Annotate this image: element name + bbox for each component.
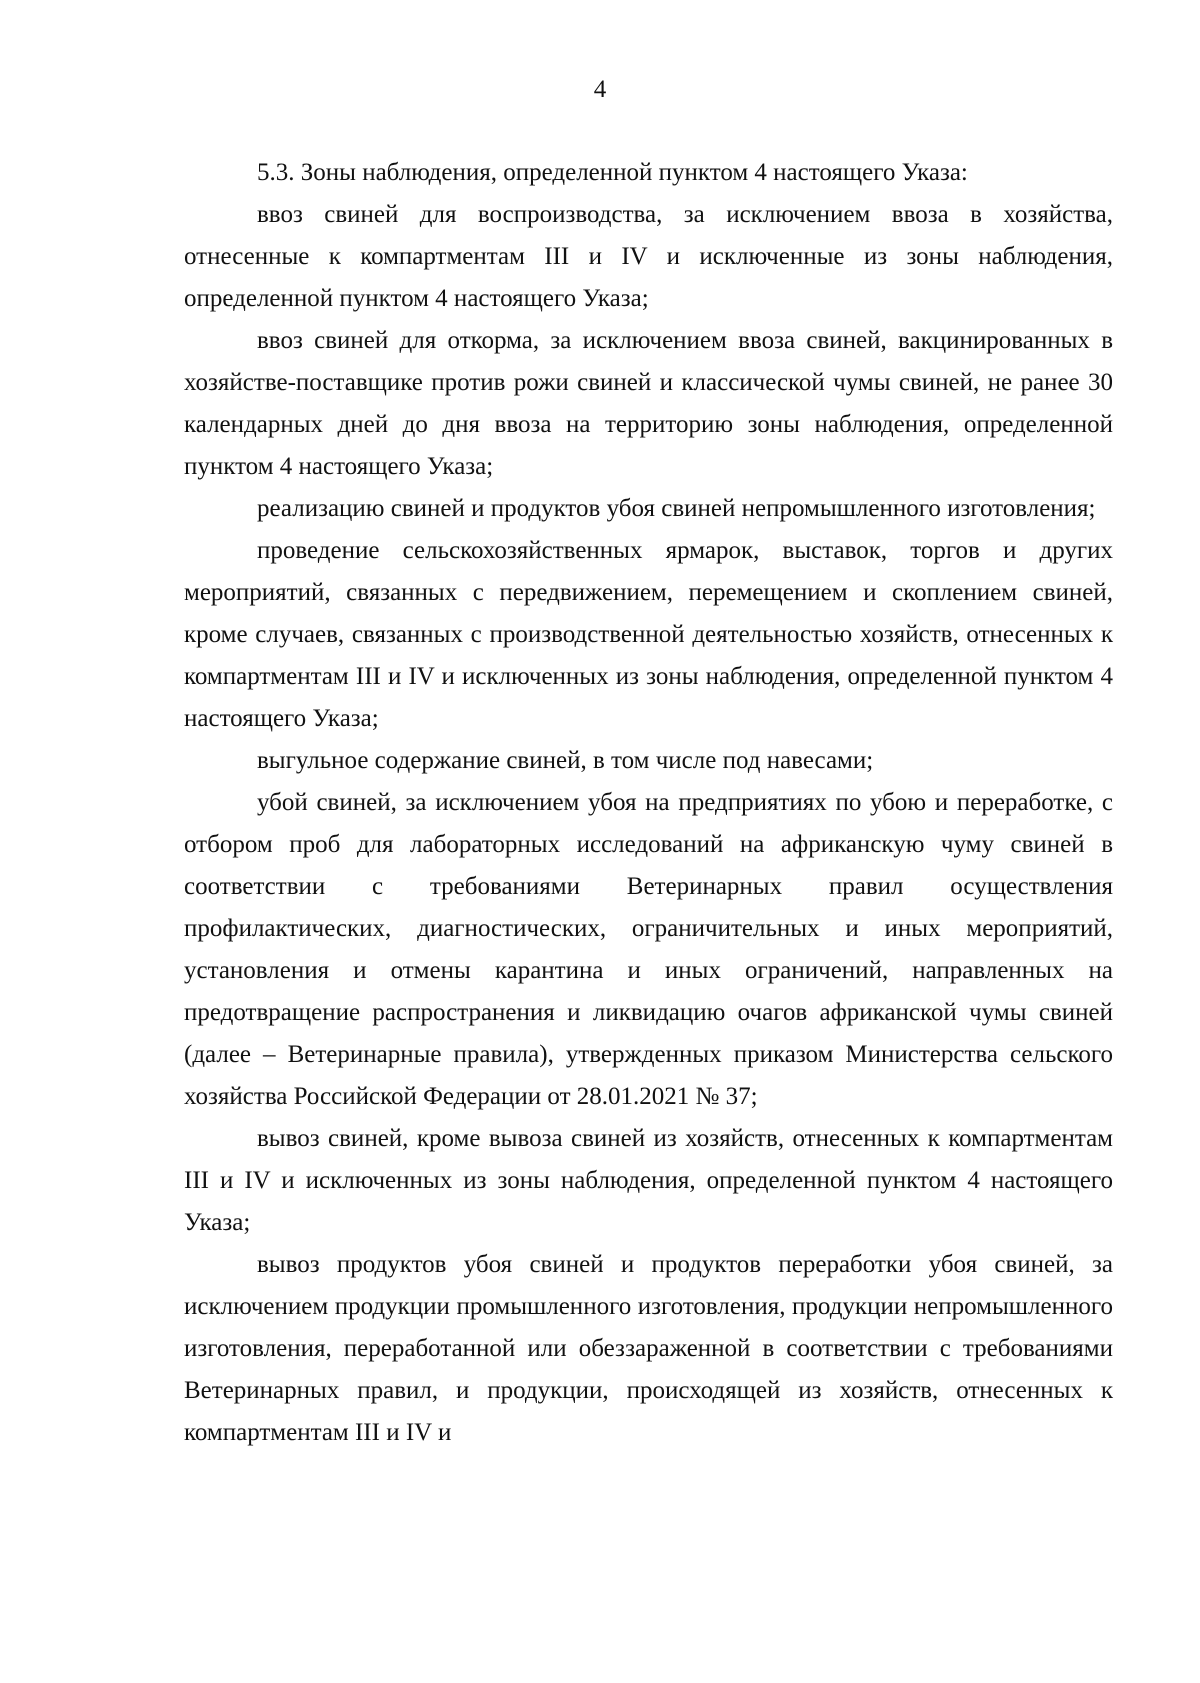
- paragraph-sale-products: реализацию свиней и продуктов убоя свиней непромышленного изготовления;: [257, 495, 1096, 522]
- paragraph-import-fattening: ввоз свиней для откорма, за исключением ввоза свиней, вакцинированных в хозяйстве-поставщике против рожи свиней и классической чумы свиней, не ранее 30 календарных дней до дня ввоза на территорию зоны наблюдения, определенной пунктом 4 настоящего Указа;: [184, 327, 1113, 480]
- paragraph-zone-heading: 5.3. Зоны наблюдения, определенной пунктом 4 настоящего Указа:: [257, 159, 968, 186]
- paragraph-fairs-exhibitions: проведение сельскохозяйственных ярмарок, выставок, торгов и других мероприятий, связанных с передвижением, перемещением и скоплением свиней, кроме случаев, связанных с производственной деятельностью хозяйств, отнесенных к компартментам III и IV и исключенных из зоны наблюдения, определенной пунктом 4 настоящего Указа;: [184, 537, 1113, 732]
- paragraph-free-range: выгульное содержание свиней, в том числе под навесами;: [257, 747, 874, 774]
- paragraph-import-breeding: ввоз свиней для воспроизводства, за исключением ввоза в хозяйства, отнесенные к компартментам III и IV и исключенные из зоны наблюдения, определенной пунктом 4 настоящего Указа;: [184, 201, 1113, 312]
- paragraph-slaughter: убой свиней, за исключением убоя на предприятиях по убою и переработке, с отбором проб для лабораторных исследований на африканскую чуму свиней в соответствии с требованиями Ветеринарных правил осуществления профилактических, диагностических, ограничительных и иных мероприятий, установления и отмены карантина и иных ограничений, направленных на предотвращение распространения и ликвидацию очагов африканской чумы свиней (далее – Ветеринарные правила), утвержденных приказом Министерства сельского хозяйства Российской Федерации от 28.01.2021 № 37;: [184, 789, 1113, 1110]
- page-number: 4: [593, 76, 607, 103]
- document-body: [184, 152, 1113, 1454]
- paragraph-export-products: вывоз продуктов убоя свиней и продуктов переработки убоя свиней, за исключением продукции промышленного изготовления, продукции непромышленного изготовления, переработанной или обеззараженной в соответствии с требованиями Ветеринарных правил, и продукции, происходящей из хозяйств, отнесенных к компартментам III и IV и: [184, 1251, 1113, 1446]
- paragraph-export-pigs: вывоз свиней, кроме вывоза свиней из хозяйств, отнесенных к компартментам III и IV и исключенных из зоны наблюдения, определенной пунктом 4 настоящего Указа;: [184, 1125, 1113, 1236]
